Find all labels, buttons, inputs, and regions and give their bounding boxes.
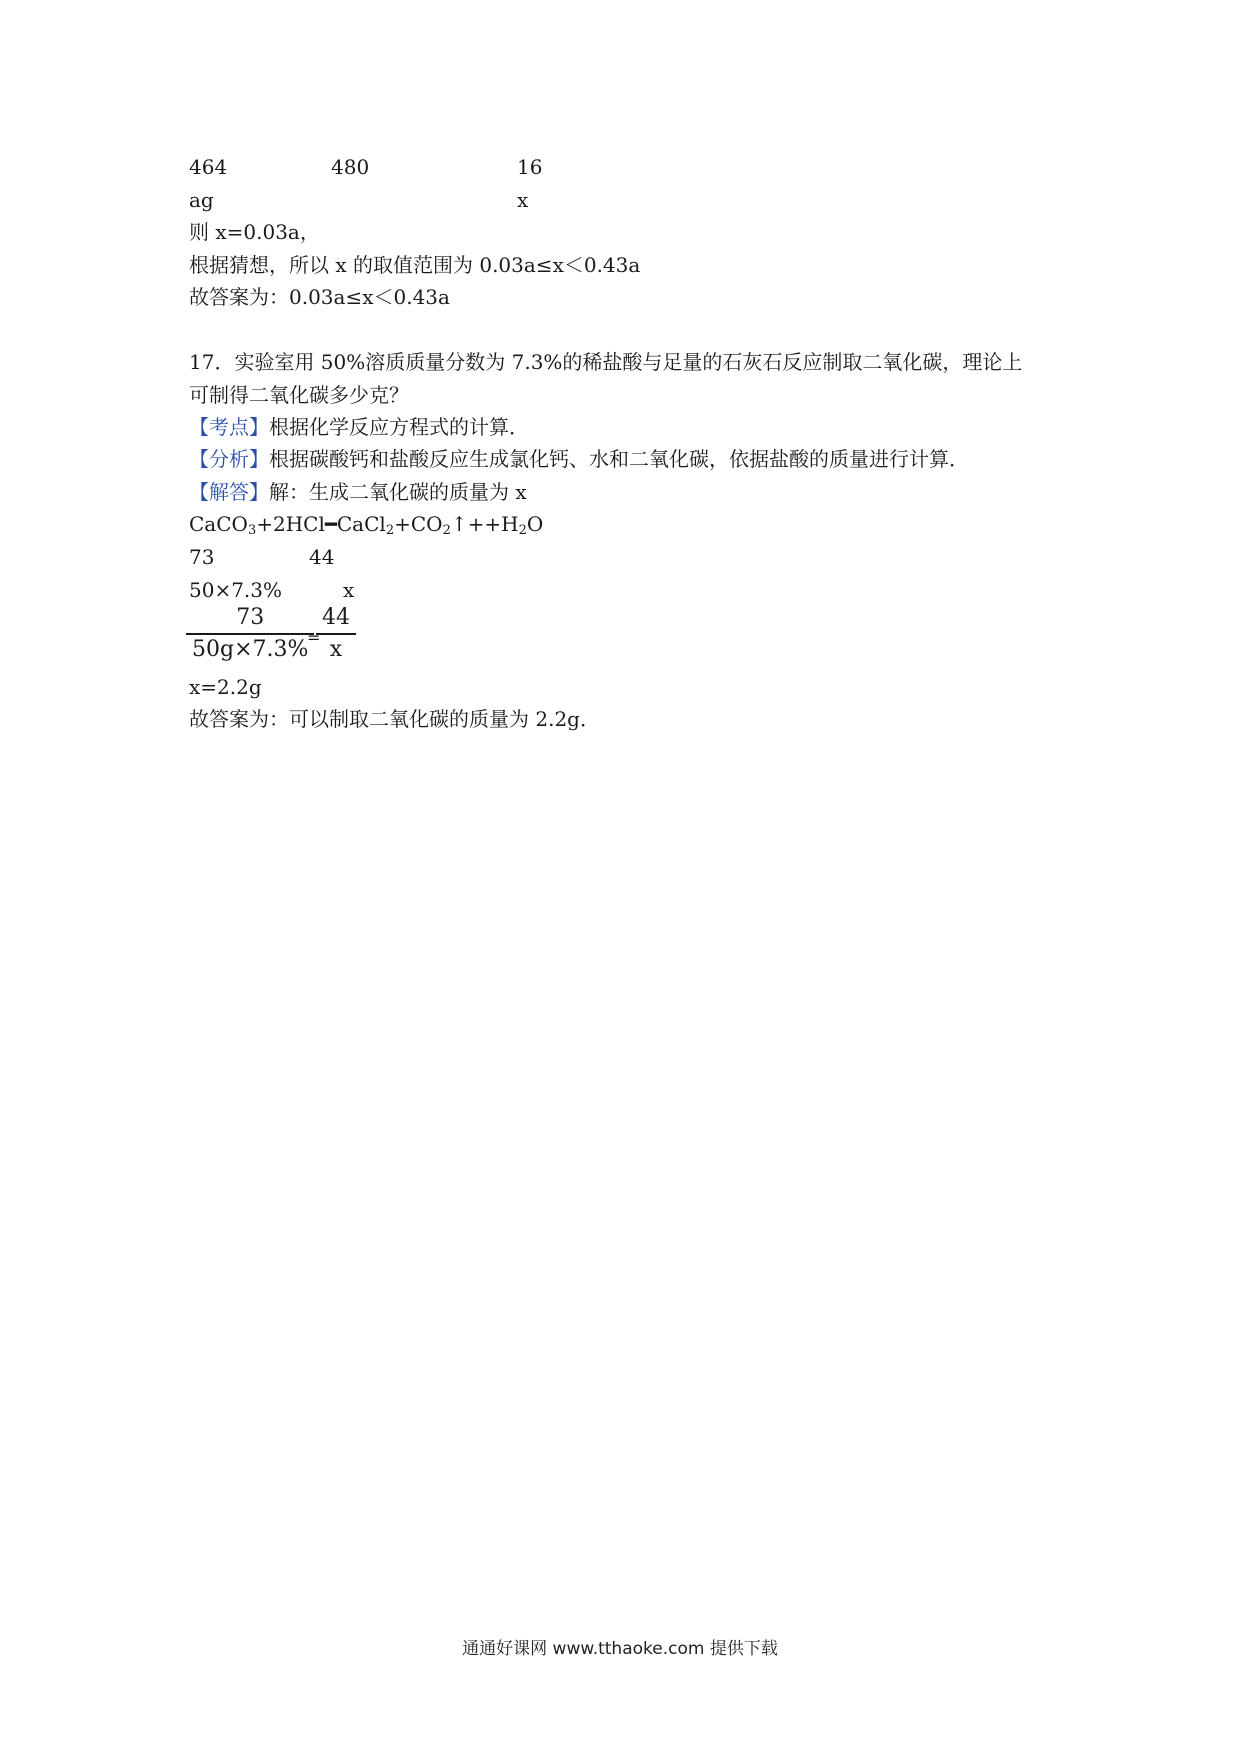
fraction-right <box>316 605 356 663</box>
calc-row2-a: ag <box>189 188 214 212</box>
ratio-row2-b: x <box>343 578 355 602</box>
chemical-equation: $CaCO_3+2HCl━CaCl_2+CO_2↑++H_2O$ <box>189 512 544 538</box>
q17-question-line2: 可制得二氧化碳多少克？ <box>189 383 409 407</box>
calc-row1-b: 480 <box>331 155 370 179</box>
fraction-left-bar <box>186 633 314 635</box>
q17-question-line1: 17．实验室用 50%溶质质量分数为 7.3%的稀盐酸与足量的石灰石反应制取二氧化碳，理论上 <box>189 350 1023 374</box>
ratio-row1-a: 73 <box>189 545 215 569</box>
kaodian-text: 根据化学反应方程式的计算． <box>269 415 529 439</box>
calc-x-result: 则 x=0.03a， <box>189 220 320 244</box>
fraction-equals: = <box>307 628 321 647</box>
q17-answer: 故答案为：可以制取二氧化碳的质量为 2.2g． <box>189 707 600 731</box>
fraction-left-numerator: 73 <box>236 605 265 630</box>
kaodian-tag: 【考点】 <box>189 415 269 439</box>
calc-row1-c: 16 <box>517 155 543 179</box>
ratio-row1-b: 44 <box>309 545 335 569</box>
fraction-right-bar <box>316 633 356 635</box>
fraction-right-denominator: x <box>329 637 343 662</box>
q17-fenxi <box>189 446 969 472</box>
q17-jieda <box>189 479 527 505</box>
jieda-text: 解：生成二氧化碳的质量为 x <box>269 480 527 504</box>
q17-result: x=2.2g <box>189 675 262 699</box>
ratio-row2-a: 50×7.3% <box>189 578 283 602</box>
fraction-left <box>186 605 314 663</box>
fraction-right-numerator: 44 <box>322 605 350 630</box>
page-footer: 通通好课网 www.tthaoke.com 提供下载 <box>462 1639 778 1659</box>
calc-guess-range: 根据猜想，所以 x 的取值范围为 0.03a≤x＜0.43a <box>189 253 641 277</box>
calc-row2-c: x <box>517 188 529 212</box>
calc-row1-a: 464 <box>189 155 228 179</box>
calc-answer: 故答案为：0.03a≤x＜0.43a <box>189 285 450 309</box>
fenxi-text: 根据碳酸钙和盐酸反应生成氯化钙、水和二氧化碳，依据盐酸的质量进行计算． <box>269 447 969 471</box>
q17-kaodian <box>189 414 529 440</box>
jieda-tag: 【解答】 <box>189 480 269 504</box>
fraction-left-denominator: 50g×7.3% <box>192 637 309 662</box>
fenxi-tag: 【分析】 <box>189 447 269 471</box>
